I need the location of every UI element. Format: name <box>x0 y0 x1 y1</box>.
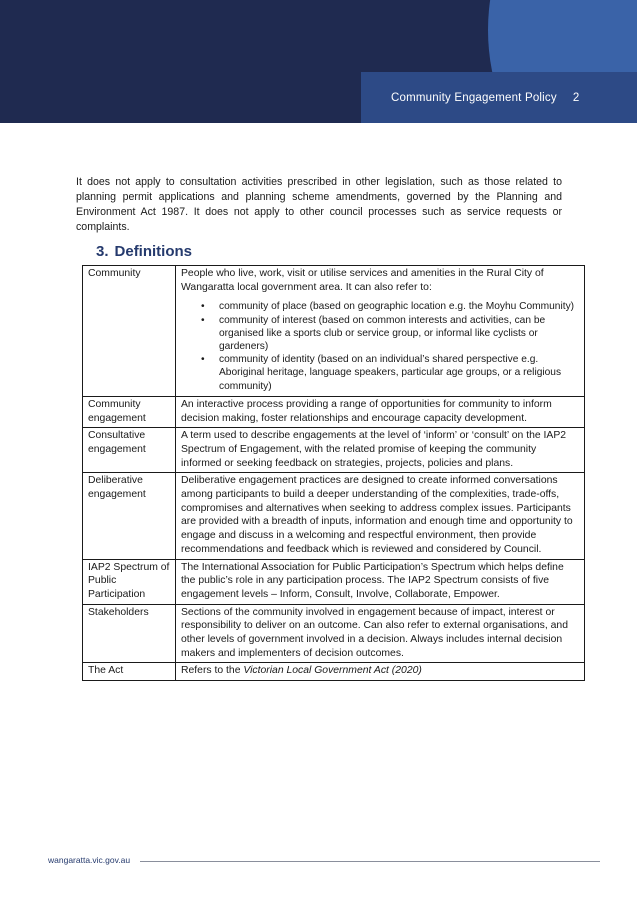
table-row <box>83 663 585 681</box>
definition-term: Stakeholders <box>83 604 176 663</box>
definition-text: A term used to describe engagements at the level of ‘inform’ or ‘consult’ on the IAP2 Spectrum of Engagement, with the related promise of keeping the community informed or seeking feedback on strategies, projects, policies and plans. <box>176 428 585 473</box>
page-header <box>0 0 637 123</box>
table-row <box>83 559 585 604</box>
list-item: • community of identity (based on an individual’s shared perspective e.g. Aboriginal heritage, language speakers, particular age groups, or a religious community) <box>181 353 579 393</box>
section-number: 3. <box>96 243 109 260</box>
document-title: Community Engagement Policy <box>391 91 557 104</box>
section-title-text: Definitions <box>114 243 193 260</box>
definition-text: People who live, work, visit or utilise services and amenities in the Rural City of Wangaratta local government area. It can also refer to: <box>181 268 544 293</box>
list-item: • community of place (based on geographic location e.g. the Moyhu Community) <box>181 300 579 313</box>
definition-term: IAP2 Spectrum of Public Participation <box>83 559 176 604</box>
definition-text: Deliberative engagement practices are designed to create informed conversations among participants to build a deeper understanding of the complexities, trade-offs, compromises and alternatives when seeking to address complex issues. Participants are provided with a breadth of inputs, information and enough time and opportunity to engage and discuss in a welcoming and respectful environment, then provide recommendations and feedback which is reviewed and considered by Council. <box>176 473 585 559</box>
list-item: • community of interest (based on common interests and activities, can be organised like a sports club or service group, or informal like cyclists or gardeners) <box>181 314 579 354</box>
definition-cell <box>176 266 585 397</box>
section-heading <box>96 243 192 260</box>
definition-cell <box>176 663 585 681</box>
act-title: Victorian Local Government Act (2020) <box>243 665 422 677</box>
definition-term: The Act <box>83 663 176 681</box>
definition-term: Community engagement <box>83 396 176 427</box>
footer-divider <box>140 861 600 862</box>
table-row <box>83 428 585 473</box>
table-row <box>83 473 585 559</box>
table-row <box>83 604 585 663</box>
definition-text: An interactive process providing a range of opportunities for community to inform decision making, foster relationships and encourage capacity development. <box>176 396 585 427</box>
definition-term: Consultative engagement <box>83 428 176 473</box>
footer-website-link[interactable]: wangaratta.vic.gov.au <box>48 855 131 865</box>
definition-text: The International Association for Public Participation’s Spectrum which helps define the public’s role in any participation process. The IAP2 Spectrum consists of five engagement levels – Inform, Consult, Involve, Collaborate, Empower. <box>176 559 585 604</box>
table-row <box>83 396 585 427</box>
definition-term: Community <box>83 266 176 397</box>
definition-text: Refers to the <box>181 665 244 677</box>
table-row <box>83 266 585 397</box>
definitions-table <box>82 265 585 681</box>
definition-bullet-list <box>181 300 579 392</box>
definition-term: Deliberative engagement <box>83 473 176 559</box>
header-title-bar <box>361 72 637 123</box>
definition-text: Sections of the community involved in engagement because of impact, interest or responsibility to deliver on an outcome. Can also refer to external organisations, and other levels of government involved in a decision. Always includes internal decision makers and implementers of decision outcomes. <box>176 604 585 663</box>
page-number: 2 <box>572 91 580 104</box>
intro-paragraph: It does not apply to consultation activities prescribed in other legislation, such as those related to planning permit applications and planning scheme amendments, governed by the Planning and Environment Act 1987. It does not apply to other council processes such as service requests or complaints. <box>76 176 562 233</box>
